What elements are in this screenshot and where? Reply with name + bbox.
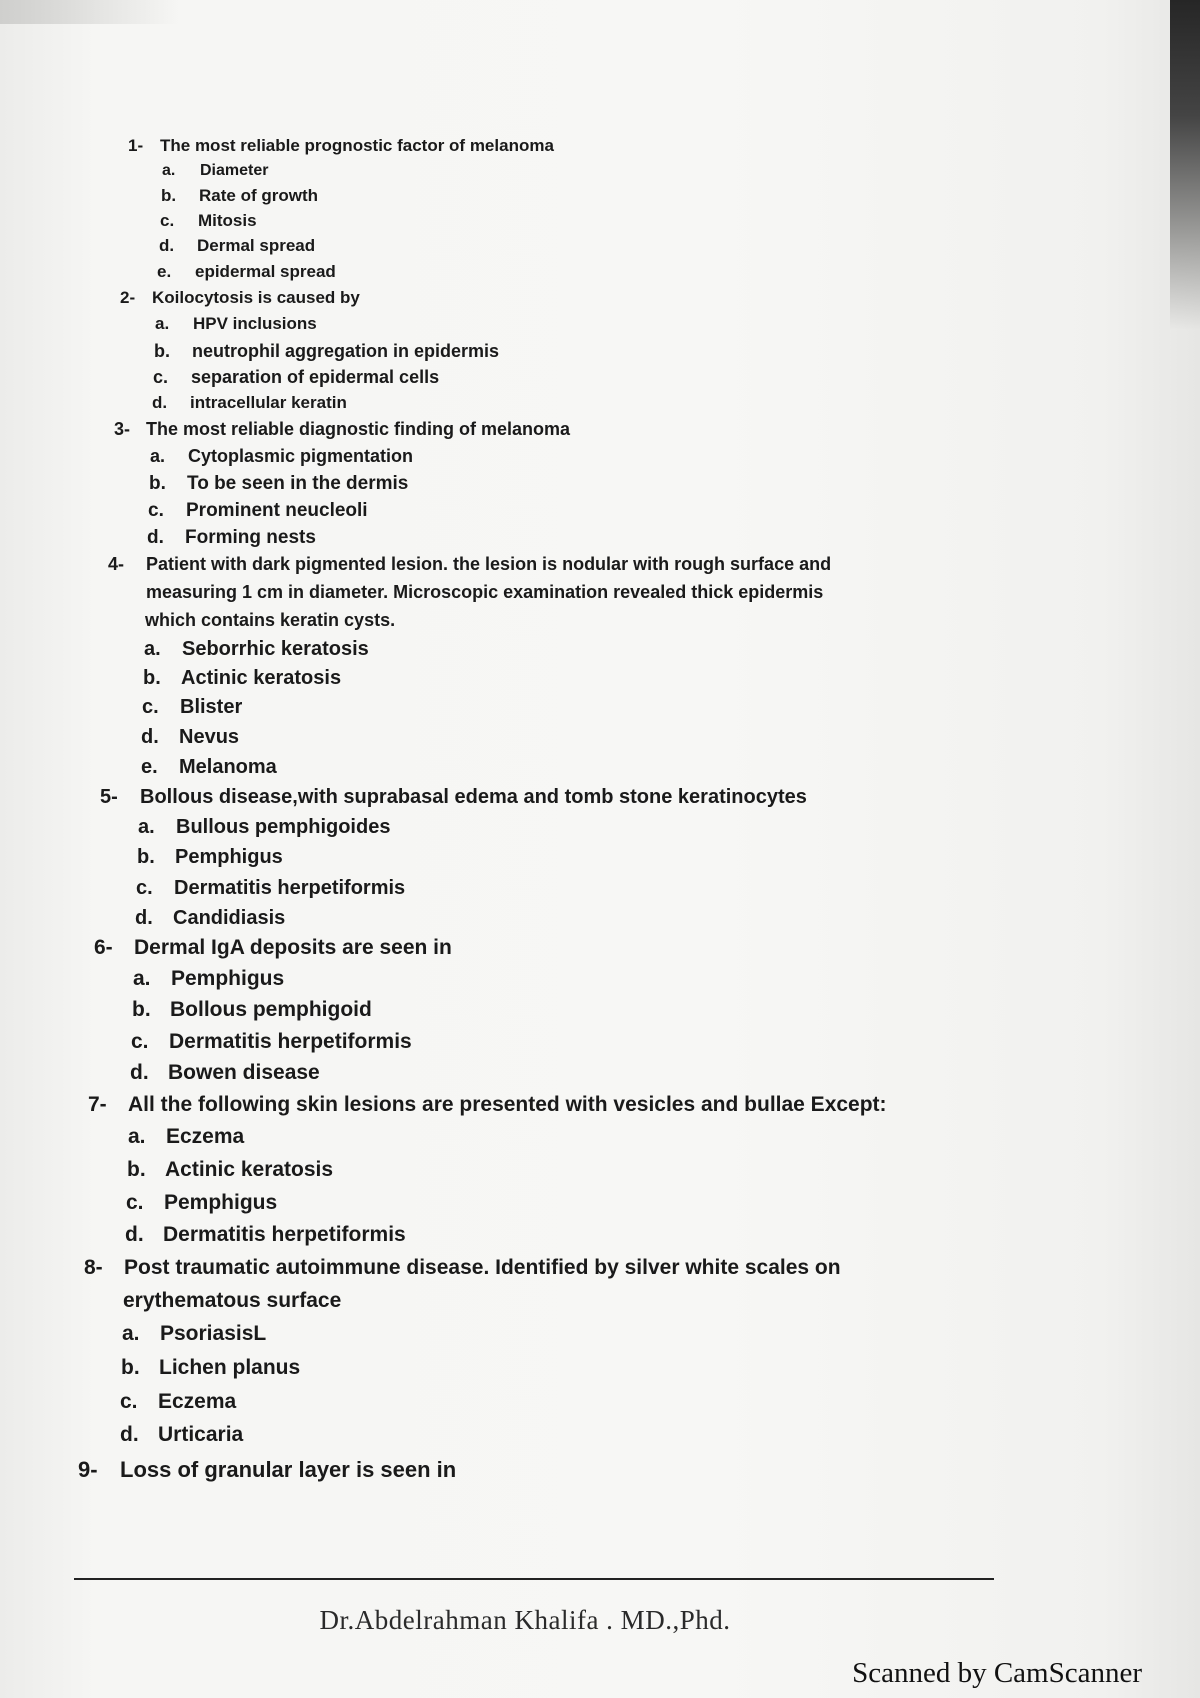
answer-option bbox=[153, 363, 439, 391]
option-text: neutrophil aggregation in epidermis bbox=[192, 341, 500, 361]
option-text: Dermal spread bbox=[197, 236, 316, 255]
question-number: 4- bbox=[108, 554, 125, 574]
option-letter: c. bbox=[126, 1191, 144, 1214]
question-number: 8- bbox=[84, 1256, 103, 1279]
answer-option bbox=[130, 1059, 320, 1087]
option-letter: e. bbox=[141, 756, 158, 778]
question-text-line: Patient with dark pigmented lesion. the lesion is nodular with rough surface and bbox=[146, 554, 832, 574]
answer-option bbox=[161, 182, 318, 210]
question-stem bbox=[84, 1254, 124, 1282]
option-letter: a. bbox=[138, 816, 155, 838]
answer-option bbox=[143, 664, 341, 692]
option-letter: d. bbox=[141, 726, 159, 748]
question-text-line: Post traumatic autoimmune disease. Identified by silver white scales on bbox=[124, 1256, 841, 1279]
option-text: Urticaria bbox=[158, 1423, 244, 1446]
answer-option bbox=[131, 1028, 412, 1056]
option-text: Dermatitis herpetiformis bbox=[169, 1030, 412, 1053]
option-letter: c. bbox=[148, 500, 164, 521]
answer-option bbox=[144, 635, 369, 663]
answer-option bbox=[148, 497, 368, 525]
question-number: 9- bbox=[78, 1457, 98, 1482]
scanner-watermark: Scanned by CamScanner bbox=[852, 1657, 1142, 1689]
answer-option bbox=[120, 1388, 236, 1416]
option-letter: d. bbox=[152, 393, 168, 412]
option-text: Actinic keratosis bbox=[181, 667, 342, 689]
footer-divider bbox=[74, 1578, 994, 1580]
answer-option bbox=[155, 310, 317, 338]
option-letter: b. bbox=[154, 341, 170, 361]
option-letter: d. bbox=[147, 527, 164, 548]
question-stem bbox=[108, 550, 140, 578]
option-letter: c. bbox=[142, 696, 159, 718]
option-letter: b. bbox=[121, 1356, 140, 1379]
answer-option bbox=[141, 723, 239, 751]
option-text: Forming nests bbox=[185, 527, 316, 548]
option-letter: a. bbox=[122, 1322, 140, 1345]
option-text: Diameter bbox=[200, 162, 269, 179]
answer-option bbox=[162, 157, 268, 185]
question-stem bbox=[120, 284, 360, 312]
author-signature: Dr.Abdelrahman Khalifa . MD.,Phd. bbox=[319, 1605, 731, 1635]
question-stem bbox=[78, 1456, 456, 1484]
option-text: Bullous pemphigoides bbox=[176, 816, 391, 838]
option-text: Dermatitis herpetiformis bbox=[163, 1223, 406, 1246]
question-text: The most reliable prognostic factor of melanoma bbox=[160, 136, 554, 155]
option-text: Mitosis bbox=[198, 211, 257, 230]
option-letter: b. bbox=[143, 667, 161, 689]
answer-option bbox=[127, 1156, 333, 1184]
answer-option bbox=[132, 996, 372, 1024]
question-text-line: measuring 1 cm in diameter. Microscopic examination revealed thick epidermis bbox=[146, 582, 824, 602]
question-number: 7- bbox=[88, 1093, 107, 1116]
answer-option bbox=[136, 874, 405, 902]
option-text: To be seen in the dermis bbox=[187, 473, 409, 494]
option-letter: a. bbox=[133, 967, 151, 990]
answer-option bbox=[152, 389, 347, 417]
question-number: 6- bbox=[94, 936, 113, 959]
answer-option bbox=[141, 753, 277, 781]
answer-option bbox=[147, 524, 316, 552]
question-text-line: erythematous surface bbox=[123, 1289, 342, 1312]
question-text: Dermal IgA deposits are seen in bbox=[134, 936, 452, 959]
option-text: Dermatitis herpetiformis bbox=[174, 877, 406, 899]
option-letter: e. bbox=[157, 262, 172, 281]
question-stem bbox=[114, 415, 570, 443]
option-text: Pemphigus bbox=[175, 846, 283, 868]
option-text: Bollous pemphigoid bbox=[170, 998, 372, 1021]
answer-option bbox=[157, 258, 336, 286]
answer-option bbox=[126, 1189, 277, 1217]
option-letter: d. bbox=[125, 1223, 144, 1246]
question-number: 3- bbox=[114, 419, 131, 439]
option-letter: d. bbox=[120, 1423, 139, 1446]
answer-option bbox=[160, 207, 257, 235]
answer-option bbox=[122, 1320, 266, 1348]
option-letter: d. bbox=[135, 907, 153, 929]
answer-option bbox=[125, 1221, 406, 1249]
option-letter: a. bbox=[162, 162, 176, 179]
option-text: Melanoma bbox=[179, 756, 277, 778]
option-letter: a. bbox=[155, 314, 170, 333]
option-letter: b. bbox=[161, 186, 177, 205]
question-text: Loss of granular layer is seen in bbox=[120, 1457, 457, 1482]
option-letter: a. bbox=[144, 638, 161, 660]
option-text: Cytoplasmic pigmentation bbox=[188, 446, 414, 466]
answer-option bbox=[133, 965, 284, 993]
answer-option bbox=[120, 1421, 243, 1449]
question-text: Koilocytosis is caused by bbox=[152, 288, 360, 307]
option-text: Eczema bbox=[166, 1125, 245, 1148]
question-stem bbox=[94, 934, 452, 962]
option-text: Actinic keratosis bbox=[165, 1158, 334, 1181]
question-number: 1- bbox=[128, 136, 144, 155]
option-text: Blister bbox=[180, 696, 243, 718]
option-letter: c. bbox=[120, 1390, 138, 1413]
option-letter: d. bbox=[130, 1061, 149, 1084]
option-text: Nevus bbox=[179, 726, 240, 748]
question-number: 5- bbox=[100, 786, 118, 808]
answer-option bbox=[150, 442, 413, 470]
option-text: Candidiasis bbox=[173, 907, 286, 929]
option-text: Pemphigus bbox=[171, 967, 285, 990]
option-text: separation of epidermal cells bbox=[191, 367, 440, 387]
option-text: Eczema bbox=[158, 1390, 237, 1413]
option-text: Pemphigus bbox=[164, 1191, 278, 1214]
option-text: intracellular keratin bbox=[190, 393, 347, 412]
question-text-line: which contains keratin cysts. bbox=[145, 610, 396, 630]
question-stem bbox=[100, 783, 807, 811]
question-stem bbox=[128, 132, 554, 160]
option-text: Bowen disease bbox=[168, 1061, 320, 1084]
answer-option bbox=[137, 843, 283, 871]
option-letter: c. bbox=[131, 1030, 149, 1053]
option-text: HPV inclusions bbox=[193, 314, 317, 333]
answer-option bbox=[138, 813, 390, 841]
question-stem bbox=[88, 1091, 887, 1119]
question-text: Bollous disease,with suprabasal edema and tomb stone keratinocytes bbox=[140, 786, 807, 808]
answer-option bbox=[135, 904, 285, 932]
answer-option bbox=[149, 470, 408, 498]
option-letter: b. bbox=[127, 1158, 146, 1181]
answer-option bbox=[128, 1123, 244, 1151]
option-letter: c. bbox=[153, 367, 169, 387]
answer-option bbox=[121, 1354, 300, 1382]
option-letter: b. bbox=[149, 473, 166, 494]
option-text: Rate of growth bbox=[199, 186, 318, 205]
option-text: epidermal spread bbox=[195, 262, 336, 281]
option-letter: b. bbox=[132, 998, 151, 1021]
question-text: The most reliable diagnostic finding of melanoma bbox=[146, 419, 571, 439]
option-text: Lichen planus bbox=[159, 1356, 301, 1379]
answer-option bbox=[159, 232, 315, 260]
answer-option bbox=[154, 337, 499, 365]
option-letter: c. bbox=[160, 211, 175, 230]
question-number: 2- bbox=[120, 288, 136, 307]
option-letter: b. bbox=[137, 846, 155, 868]
question-text: All the following skin lesions are presented with vesicles and bullae Except: bbox=[128, 1093, 887, 1116]
option-text: PsoriasisL bbox=[160, 1322, 267, 1345]
option-text: Prominent neucleoli bbox=[186, 500, 368, 521]
option-letter: c. bbox=[136, 877, 153, 899]
option-letter: a. bbox=[128, 1125, 146, 1148]
option-letter: a. bbox=[150, 446, 166, 466]
option-letter: d. bbox=[159, 236, 175, 255]
option-text: Seborrhic keratosis bbox=[182, 638, 369, 660]
answer-option bbox=[142, 693, 242, 721]
